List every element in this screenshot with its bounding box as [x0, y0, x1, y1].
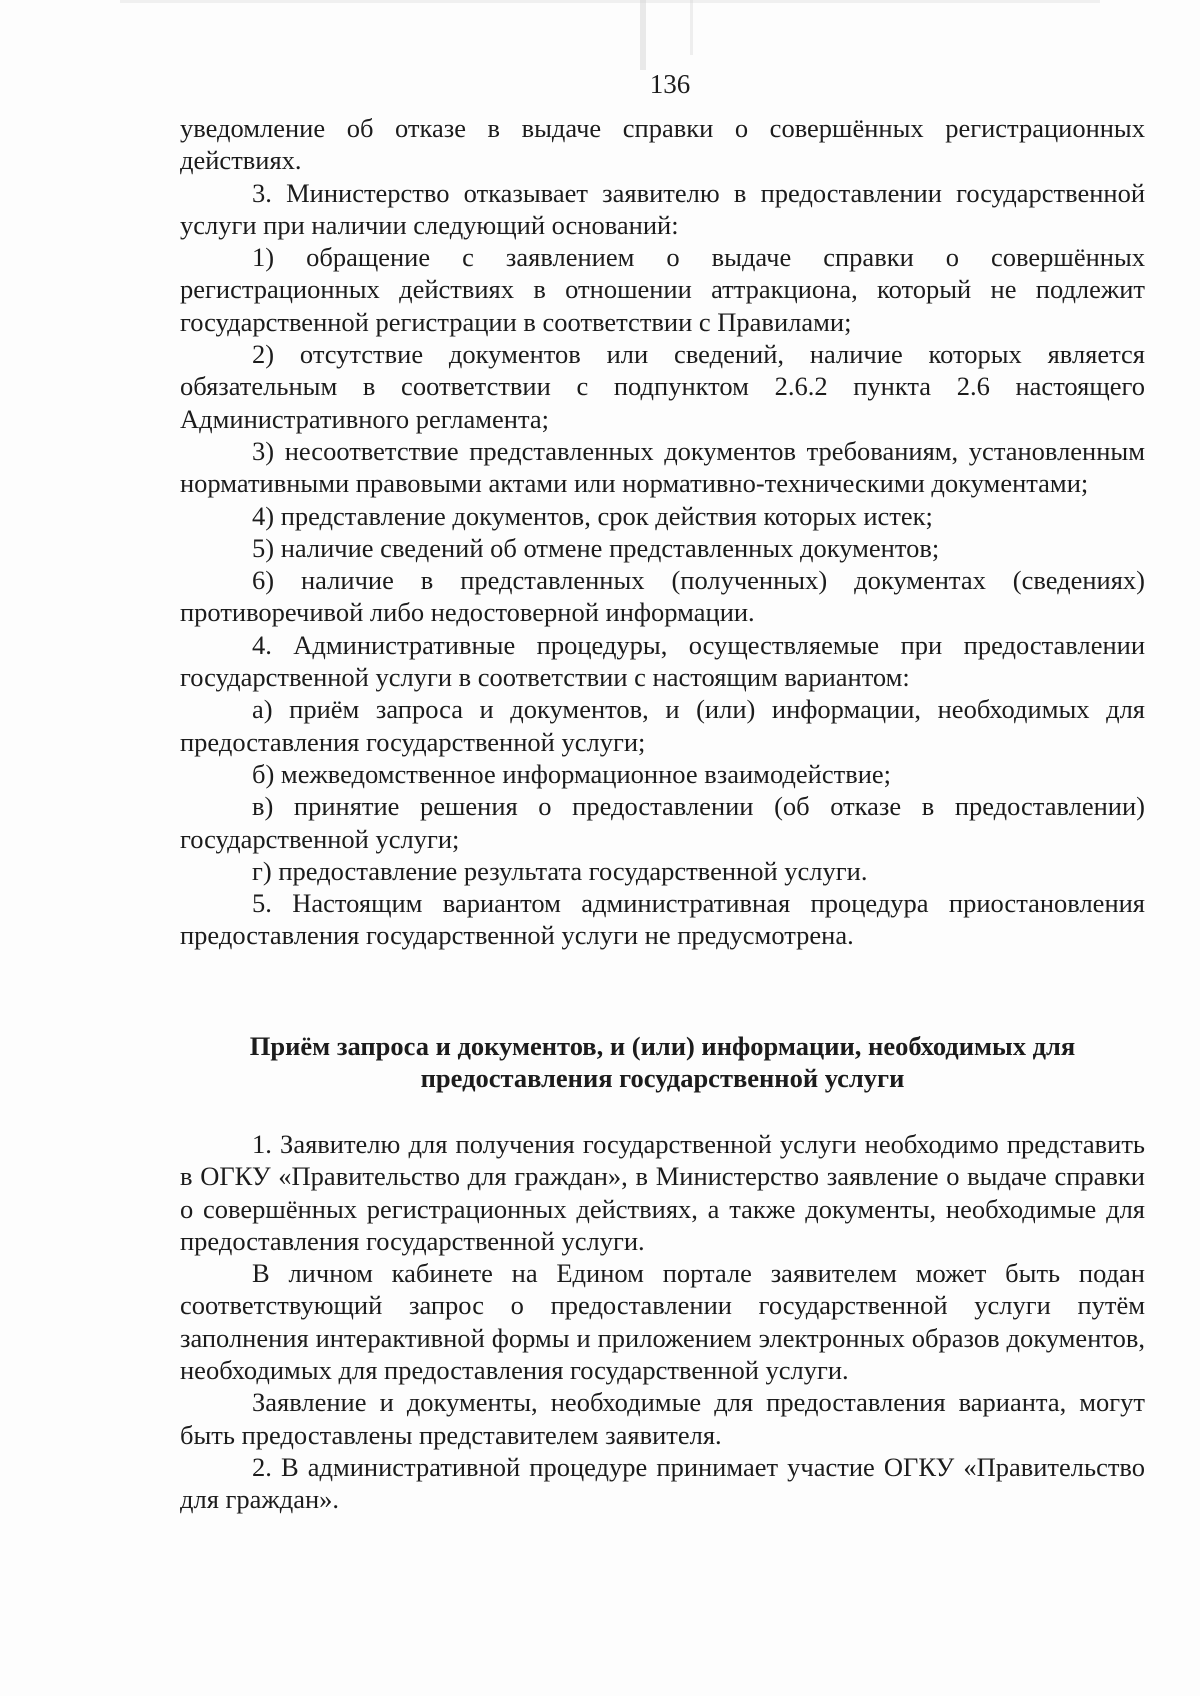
list-item: 2) отсутствие документов или сведений, наличие которых является обязательным в соответствии с подпунктом 2.6.2 пункта 2.6 настоящего Административного регламента; — [180, 339, 1145, 434]
list-item: 6) наличие в представленных (полученных) документах (сведениях) противоречивой либо недостоверной информации. — [180, 565, 1145, 628]
list-item: 1) обращение с заявлением о выдаче справки о совершённых регистрационных действиях в отношении аттракциона, который не подлежит государственной регистрации в соответствии с Правилами; — [180, 242, 1145, 337]
list-item: в) принятие решения о предоставлении (об отказе в предоставлении) государственной услуги; — [180, 791, 1145, 854]
list-item: 5) наличие сведений об отмене представленных документов; — [252, 532, 940, 563]
paragraph: В личном кабинете на Едином портале заявителем может быть подан соответствующий запрос о предоставлении государственной услуги путём заполнения интерактивной формы и приложением электронных образов документов, необходимых для предоставления государственной услуги. — [180, 1258, 1145, 1386]
paragraph: Заявление и документы, необходимые для предоставления варианта, могут быть предоставлены представителем заявителя. — [180, 1387, 1145, 1450]
scan-artifact — [640, 0, 646, 70]
body-text-bottom — [180, 1128, 1145, 1516]
scan-artifact — [120, 0, 1100, 3]
paragraph: 3. Министерство отказывает заявителю в предоставлении государственной услуги при наличии следующий оснований: — [180, 177, 1145, 240]
paragraph: 2. В административной процедуре принимает участие ОГКУ «Правительство для граждан». — [180, 1451, 1145, 1515]
scan-artifact — [690, 0, 693, 55]
paragraph: 5. Настоящим вариантом административная процедура приостановления предоставления государственной услуги не предусмотрена. — [180, 888, 1145, 951]
page-number: 136 — [649, 69, 691, 99]
list-item: г) предоставление результата государственной услуги. — [252, 855, 868, 886]
list-item: 3) несоответствие представленных документов требованиям, установленным нормативными правовыми актами или нормативно-техническими документами; — [180, 435, 1145, 499]
paragraph: 4. Административные процедуры, осуществляемые при предоставлении государственной услуги в соответствии с настоящим вариантом: — [180, 629, 1145, 693]
list-item: 4) представление документов, срок действия которых истек; — [252, 500, 933, 531]
body-text-top — [180, 112, 1145, 952]
list-item: б) межведомственное информационное взаимодействие; — [252, 758, 892, 789]
paragraph: уведомление об отказе в выдаче справки о совершённых регистрационных действиях. — [180, 113, 1145, 176]
section-heading-block — [180, 1030, 1145, 1095]
section-heading: Приём запроса и документов, и (или) информации, необходимых для предоставления государственной услуги — [249, 1031, 1076, 1094]
paragraph: 1. Заявителю для получения государственной услуги необходимо представить в ОГКУ «Правительство для граждан», в Министерство заявление о выдаче справки о совершённых регистрационных действиях, а также документы, необходимые для предоставления государственной услуги. — [180, 1129, 1145, 1256]
list-item: а) приём запроса и документов, и (или) информации, необходимых для предоставления государственной услуги; — [180, 694, 1145, 757]
